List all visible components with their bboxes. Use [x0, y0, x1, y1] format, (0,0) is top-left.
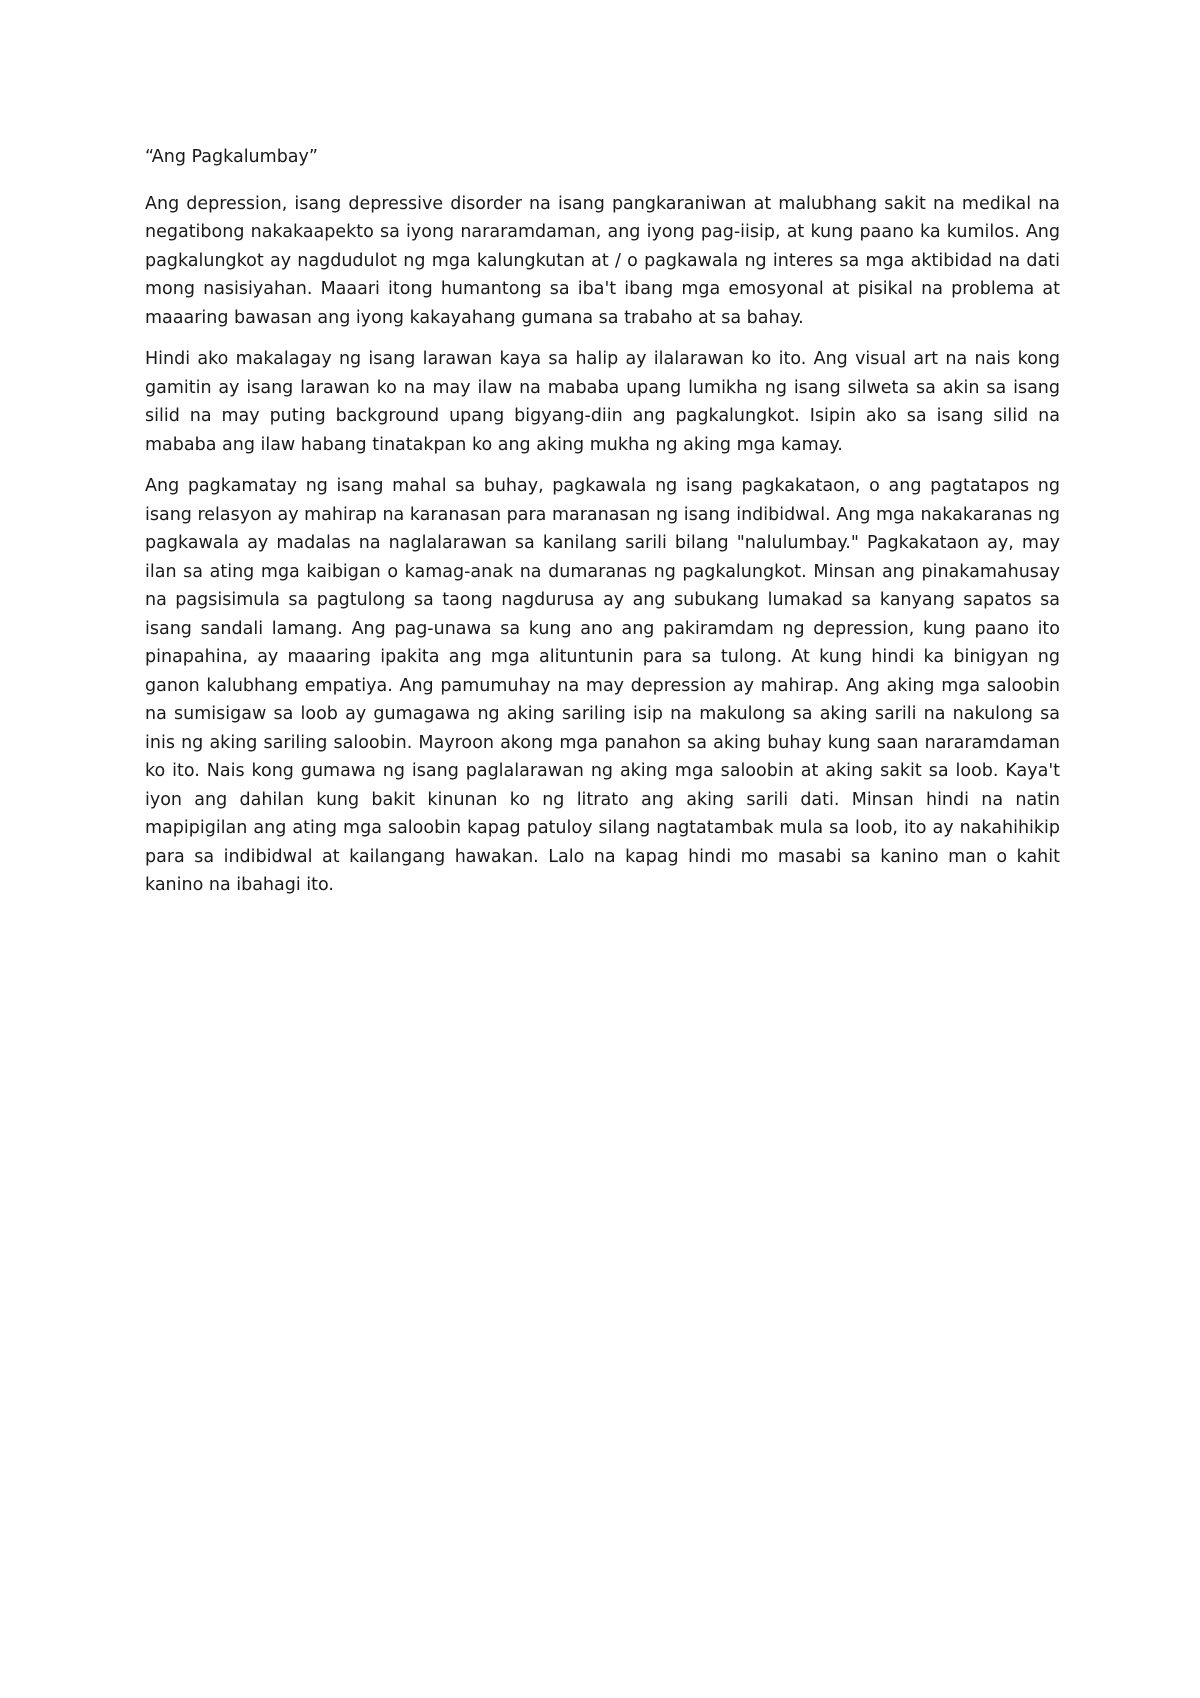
document-body [145, 143, 1060, 913]
paragraph-reflection: Ang pagkamatay ng isang mahal sa buhay, pagkawala ng isang pagkakataon, o ang pagtatapos ng isang relasyon ay mahirap na karanasan para maranasan ng isang indibidwal. Ang mga nakakaranas ng pagkawala ay madalas na naglalarawan sa kanilang sarili bilang "nalulumbay." Pagkakataon ay, may ilan sa ating mga kaibigan o kamag-anak na dumaranas ng pagkalungkot. Minsan ang pinakamahusay na pagsisimula sa pagtulong sa taong nagdurusa ay ang subukang lumakad sa kanyang sapatos sa isang sandali lamang. Ang pag-unawa sa kung ano ang pakiramdam ng depression, kung paano ito pinapahina, ay maaaring ipakita ang mga alituntunin para sa tulong. At kung hindi ka binigyan ng ganon kalubhang empatiya. Ang pamumuhay na may depression ay mahirap. Ang aking mga saloobin na sumisigaw sa loob ay gumagawa ng aking sariling isip na makulong sa aking sarili na nakulong sa inis ng aking sariling saloobin. Mayroon akong mga panahon sa aking buhay kung saan nararamdaman ko ito. Nais kong gumawa ng isang paglalarawan ng aking mga saloobin at aking sakit sa loob. Kaya't iyon ang dahilan kung bakit kinunan ko ng litrato ang aking sarili dati. Minsan hindi na natin mapipigilan ang ating mga saloobin kapag patuloy silang nagtatambak mula sa loob, ito ay nakahihikip para sa indibidwal at kailangang hawakan. Lalo na kapag hindi mo masabi sa kanino man o kahit kanino na ibahagi ito. [145, 476, 1060, 895]
paragraph-visual-art: Hindi ako makalagay ng isang larawan kaya sa halip ay ilalarawan ko ito. Ang visual art na nais kong gamitin ay isang larawan ko na may ilaw na mababa upang lumikha ng isang silweta sa akin sa isang silid na may puting background upang bigyang-diin ang pagkalungkot. Isipin ako sa isang silid na mababa ang ilaw habang tinatakpan ko ang aking mukha ng aking mga kamay. [145, 349, 1060, 455]
paragraph-intro: Ang depression, isang depressive disorder na isang pangkaraniwan at malubhang sakit na medikal na negatibong nakakaapekto sa iyong nararamdaman, ang iyong pag-iisip, at kung paano ka kumilos. Ang pagkalungkot ay nagdudulot ng mga kalungkutan at / o pagkawala ng interes sa mga aktibidad na dati mong nasisiyahan. Maaari itong humantong sa iba't ibang mga emosyonal at pisikal na problema at maaaring bawasan ang iyong kakayahang gumana sa trabaho at sa bahay. [145, 193, 1060, 328]
document-title: “Ang Pagkalumbay” [145, 147, 318, 167]
